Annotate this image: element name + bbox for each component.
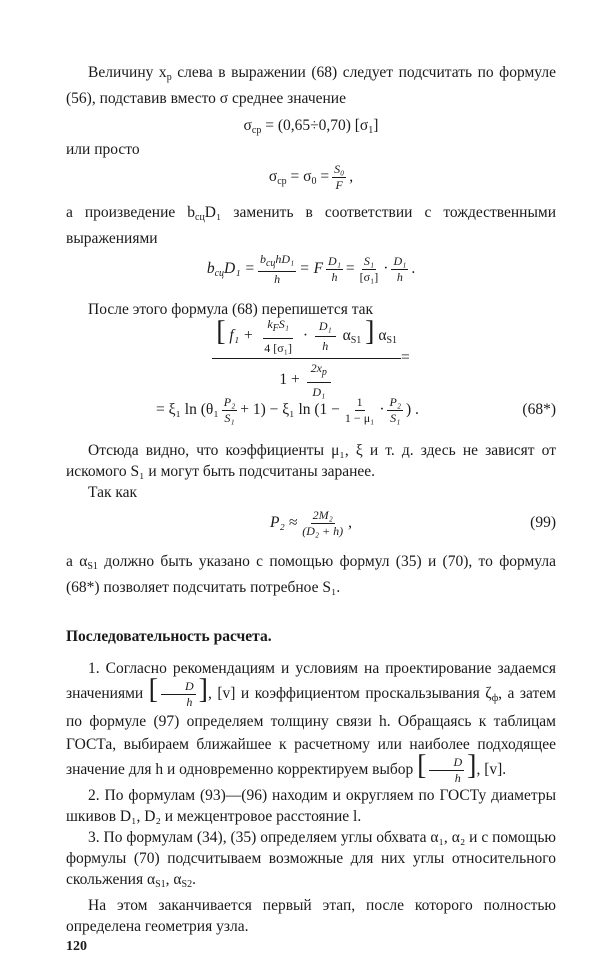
paragraph-rewrite: После этого формула (68) перепишется так — [88, 301, 374, 318]
step-1: 1. Согласно рекомендациям и условиям на проектирование задаемся значениями [ $\frac{D}{h}$ ], [v] и коэффициентом проскальзывания $\zeta_ф$, а затем по формуле (97) определяем толщину связи h. Обращаясь к таблицам ГОСТа, выбираем ближайшее к расчетному или наиболее подходящее значение для h и одновременно корректируем выбор [ $\frac{D}{h}$ ], [v]. — [66, 660, 556, 786]
equation-sigma-avg: $\sigma_{ср} = (0,65\div 0,70)$ $[\sigma_1]$ — [243, 116, 379, 136]
paragraph-alpha: а $\alpha_{S1}$ должно быть указано с помощью формул (35) и (70), то формула (68*) позволяет подсчитать потребное S₁. — [66, 553, 556, 596]
text-since: Так как — [88, 484, 138, 501]
equation-68-star-top: [ f₁ + $\frac{k_FS_1}{\text{4 [σ₁]}}$ · $\frac{\text{D₁}}{h}$ $\alpha_{S1}$ ] $\alpha_{S1}$ 1 + $\frac{2x_р}{\text{D₁}}$ = — [66, 324, 556, 392]
document-page — [66, 62, 556, 955]
paragraph-product: а произведение $b_{сц}D_1$ заменить в соответствии с тождественными выражениями — [66, 204, 556, 247]
equation-sigma-zero: $\sigma_{ср} = \sigma_0$ = $\frac{\text{S₀}}{F}$ , — [268, 161, 354, 192]
text-or-simply: или просто — [66, 141, 140, 158]
page-number: 120 — [66, 939, 87, 955]
section-heading: Последовательность расчета. — [66, 628, 272, 645]
paragraph-intro: Величину $x_р$ слева в выражении (68) следует подсчитать по формуле (56), подставив вместо σ среднее значение — [66, 64, 556, 107]
equation-identities: $b_{сц}D_1$ = $\frac{b_{сц}hD_1}{h}$ = F $\frac{\text{D₁}}{h}$ = $\frac{\text{S₁}}{\text{[σ₁]}}$ · $\frac{\text{D₁}}{h}$ . — [206, 251, 416, 286]
step-2: 2. По формулам (93)—(96) находим и округляем по ГОСТу диаметры шкивов D₁, D₂ и межцентровое расстояние l. — [66, 787, 556, 826]
paragraph-coefficients: Отсюда видно, что коэффициенты μ₁, ξ и т. д. здесь не зависят от искомого S₁ и могут быть подсчитаны заранее. — [66, 442, 556, 480]
paragraph-conclusion: На этом заканчивается первый этап, после которого полностью определена геометрия узла. — [66, 897, 556, 936]
equation-68-star-bottom: = ξ₁ ln (θ₁ $\frac{\text{P₂}}{\text{S₁}}$ + 1) − ξ₁ ln (1 − $\frac{1}{\text{1 − μ₁}}$ · $\frac{\text{P₂}}{\text{S₁}}$ ) . (68*) — [156, 394, 556, 425]
equation-99: P₂ ≈ $\frac{\text{2M₂}}{\text{(D₂ + h)}}$ , (99) — [269, 507, 556, 538]
step-3: 3. По формулам (34), (35) определяем углы обхвата α₁, α₂ и с помощью формулы (70) подсчитываем возможные для них углы относительного скольжения $\alpha_{S1}$, $\alpha_{S2}$. — [66, 829, 556, 891]
equation-number-99: (99) — [530, 514, 556, 531]
equation-number-68-star: (68*) — [522, 401, 556, 418]
